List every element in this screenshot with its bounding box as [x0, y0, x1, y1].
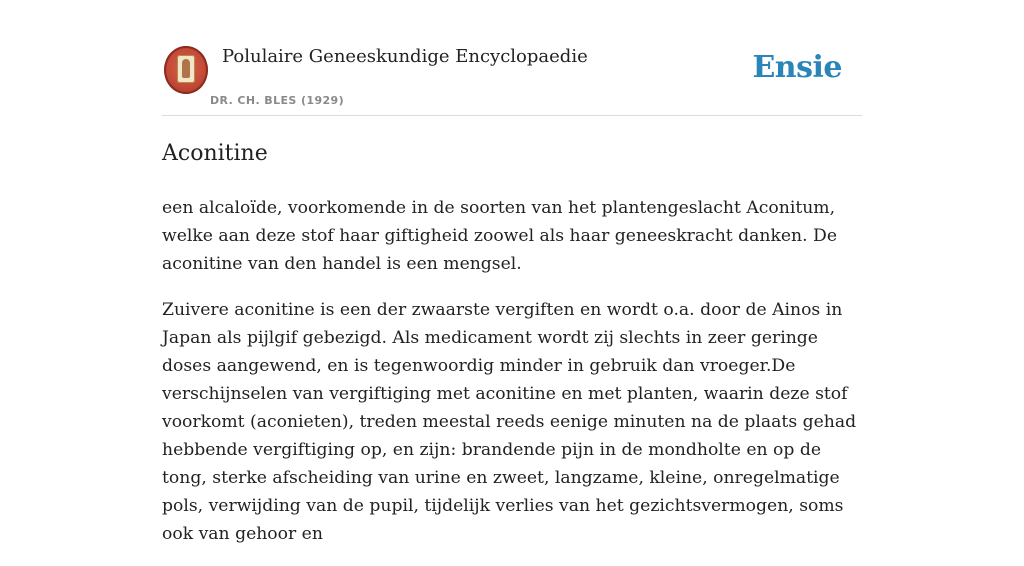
ensie-logo-link[interactable]: Ensie — [752, 50, 842, 85]
seal-figure — [182, 59, 190, 78]
encyclopedia-title-link[interactable]: Polulaire Geneeskundige Encyclopaedie — [222, 46, 588, 67]
encyclopedia-author: DR. CH. BLES (1929) — [210, 94, 345, 107]
site-header — [162, 40, 862, 116]
article-title: Aconitine — [162, 141, 268, 166]
article-paragraph: een alcaloïde, voorkomende in de soorten van het plantengeslacht Aconitum, welke aan deze stof haar giftigheid zoowel als haar geneeskracht danken. De aconitine van den handel is een mengsel. — [162, 198, 838, 274]
seal-emblem — [177, 55, 195, 83]
encyclopedia-seal-icon[interactable] — [164, 46, 208, 94]
article — [162, 138, 862, 566]
article-paragraph: Zuivere aconitine is een der zwaarste vergiften en wordt o.a. door de Ainos in Japan als pijlgif gebezigd. Als medicament wordt zij slechts in zeer geringe doses aangewend, en is tegenwoordig minder in gebruik dan vroeger.De verschijnselen van vergiftiging met aconitine en met planten, waarin deze stof voorkomt (aconieten), treden meestal reeds eenige minuten na de plaats gehad hebbende vergiftiging op, en zijn: brandende pijn in de mondholte en op de tong, sterke afscheiding van urine en zweet, langzame, kleine, onregelmatige pols, verwijding van de pupil, tijdelijk verlies van het gezichtsvermogen, soms ook van gehoor en — [162, 300, 857, 544]
